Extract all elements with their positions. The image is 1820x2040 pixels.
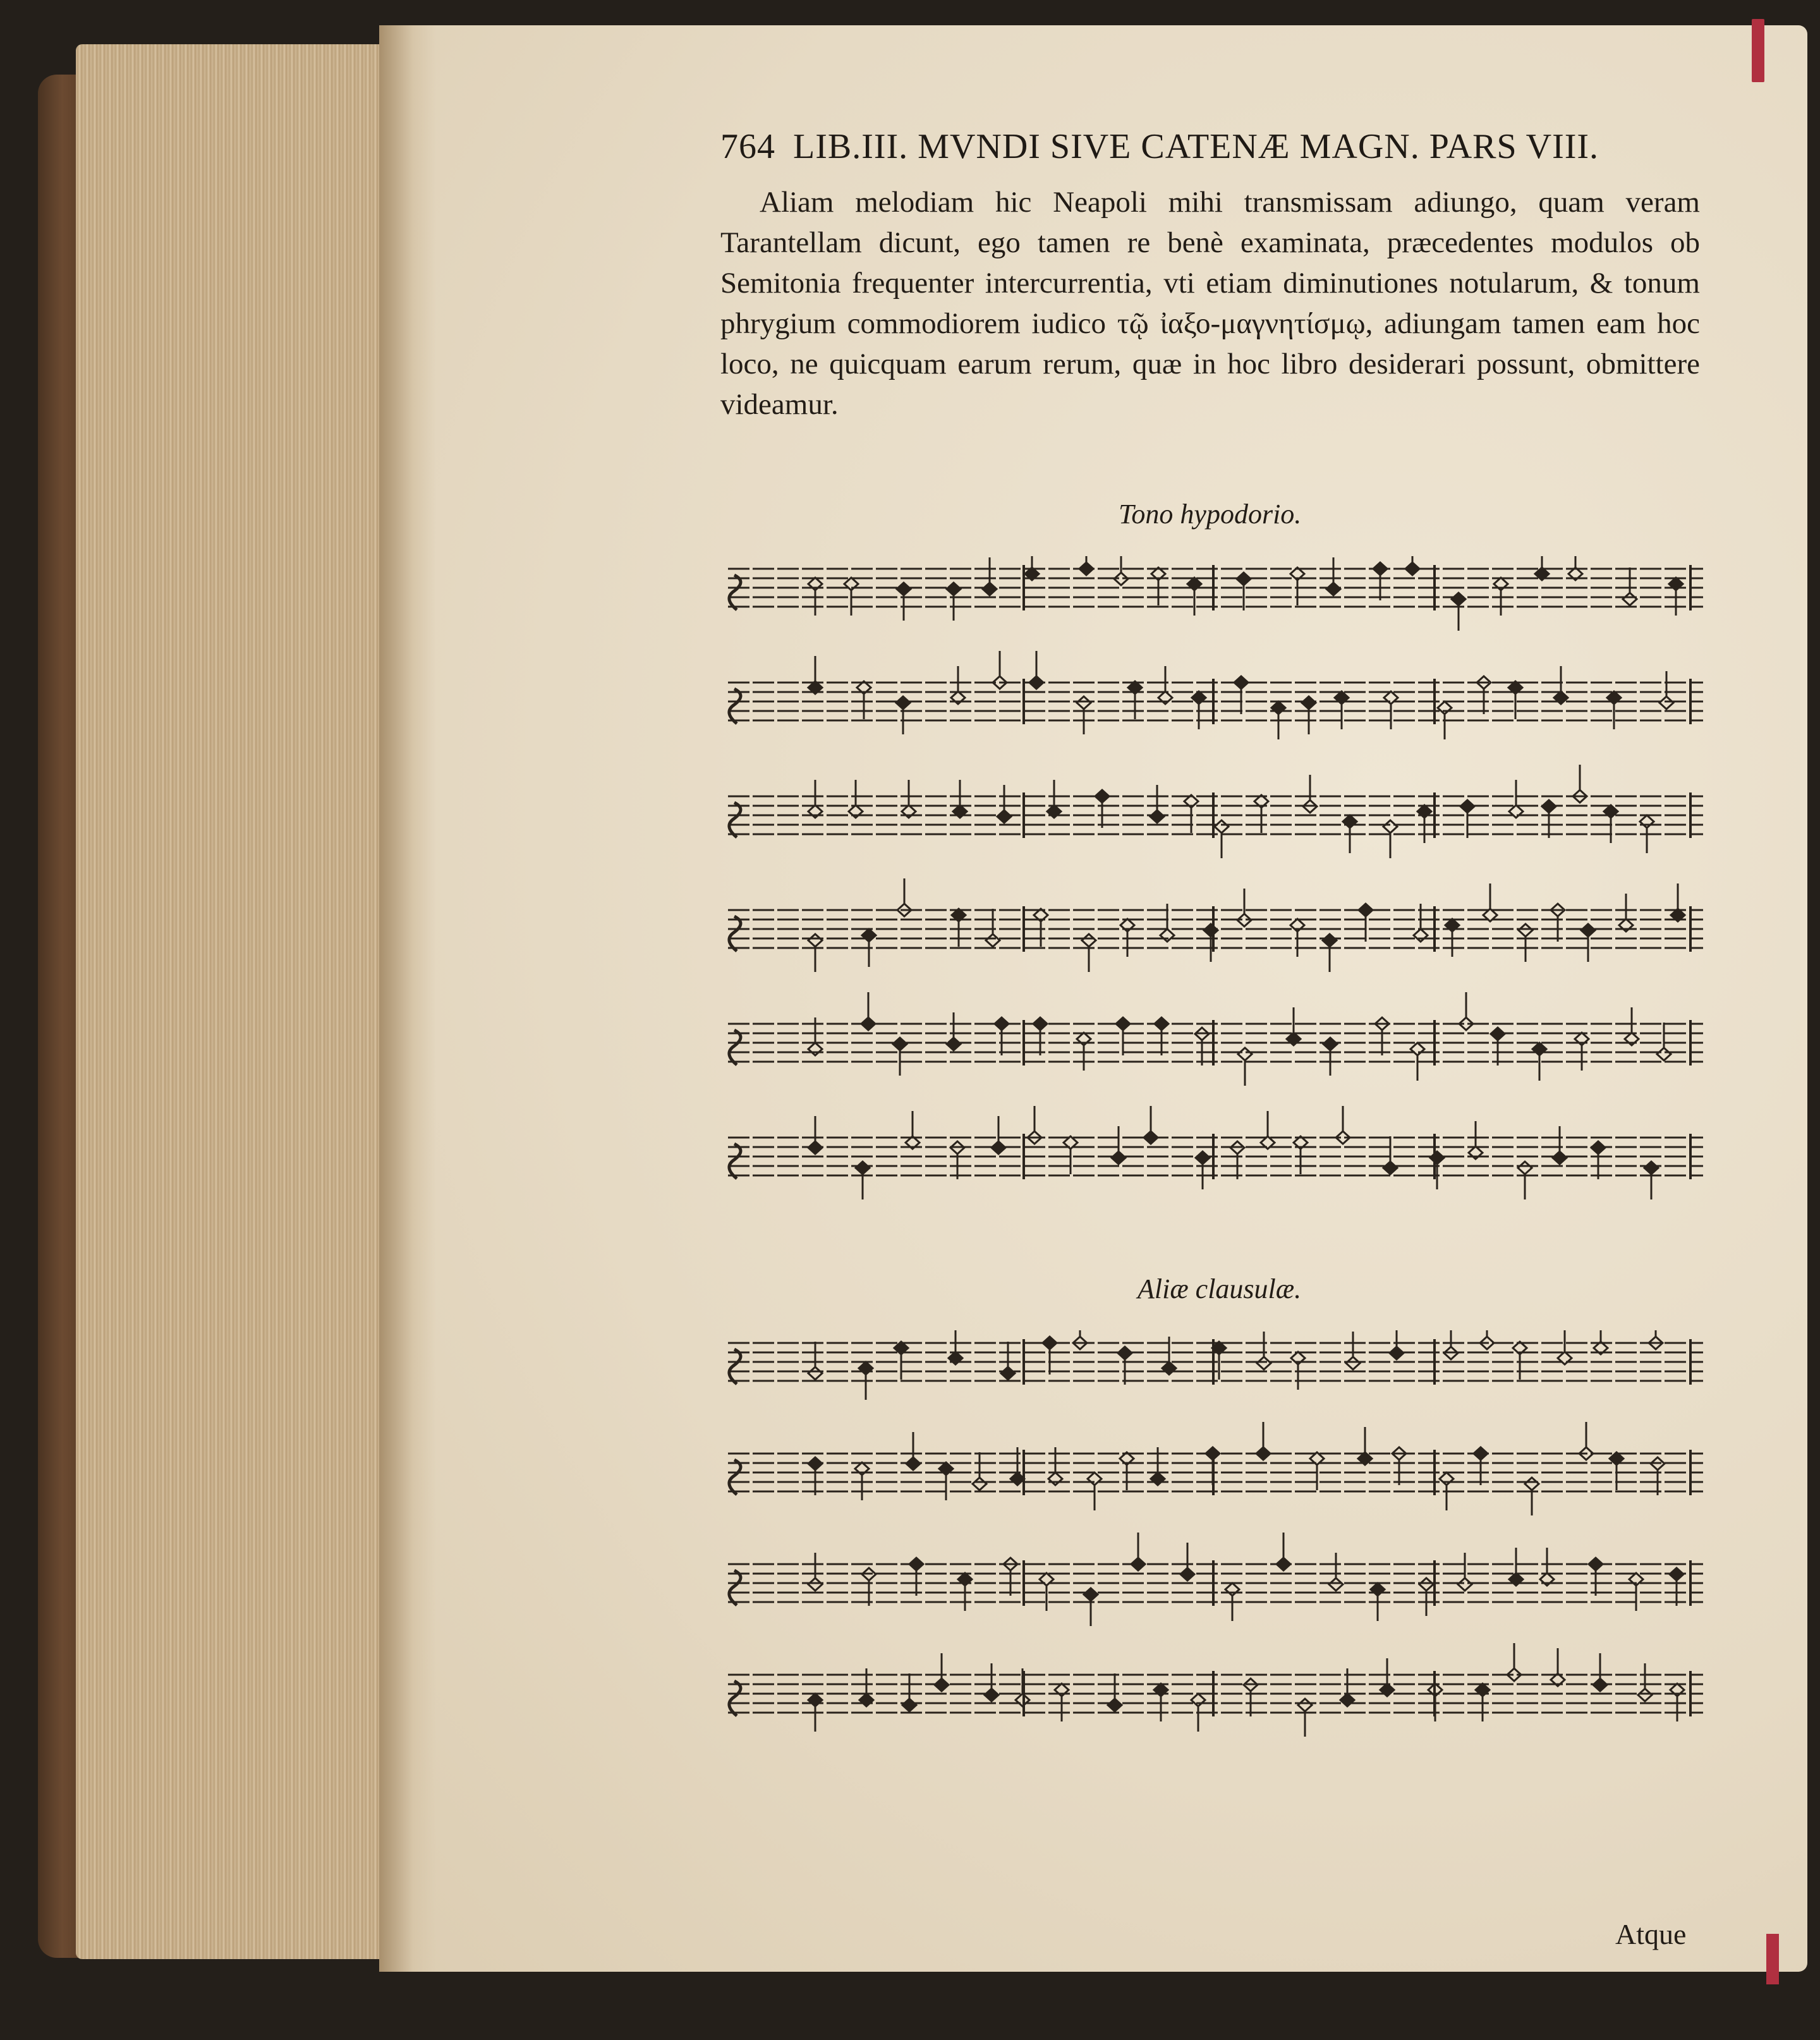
music-staff (728, 1106, 1703, 1199)
music-staff (728, 556, 1703, 631)
running-head-title: LIB.III. MVNDI SIVE CATENÆ MAGN. PARS VIII. (793, 127, 1599, 166)
music-staff (728, 651, 1703, 739)
catchword: Atque (1615, 1918, 1687, 1950)
music-staff (728, 1643, 1703, 1737)
bookmark-ribbon (1752, 19, 1764, 82)
body-paragraph: Aliam melodiam hic Neapoli mihi transmissam adiungo, quam veram Tarantellam dicunt, ego tamen re benè examinata, præcedentes modulos ob Semitonia frequenter intercurrentia, vti etiam diminutiones notularum, & tonum phrygium commodiorem iudico τῷ ἰαξο-μαγνητίσμῳ, adiungam tamen eam hoc loco, ne quicquam earum rerum, quæ in hoc libro desiderari possunt, obmittere videamur. (720, 186, 1700, 421)
caption-aliae-clausulae: Aliæ clausulæ. (1138, 1273, 1302, 1304)
caption-tono-hypodorio: Tono hypodorio. (1119, 499, 1302, 530)
music-section-2 (720, 1330, 1706, 1776)
music-staff (728, 765, 1703, 858)
music-staff (728, 1422, 1703, 1515)
running-head (720, 126, 1706, 167)
music-staff (728, 1533, 1703, 1626)
page-block-edges (76, 44, 404, 1959)
page-gutter (379, 25, 436, 1972)
bookmark-ribbon-end (1766, 1934, 1779, 1984)
music-staff (728, 992, 1703, 1086)
music-staves-2 (720, 1330, 1706, 1773)
music-staves-1 (720, 556, 1706, 1245)
music-staff (728, 878, 1703, 972)
music-staff (728, 1330, 1703, 1400)
music-section-1 (720, 556, 1706, 1248)
page-number: 764 (720, 127, 775, 166)
